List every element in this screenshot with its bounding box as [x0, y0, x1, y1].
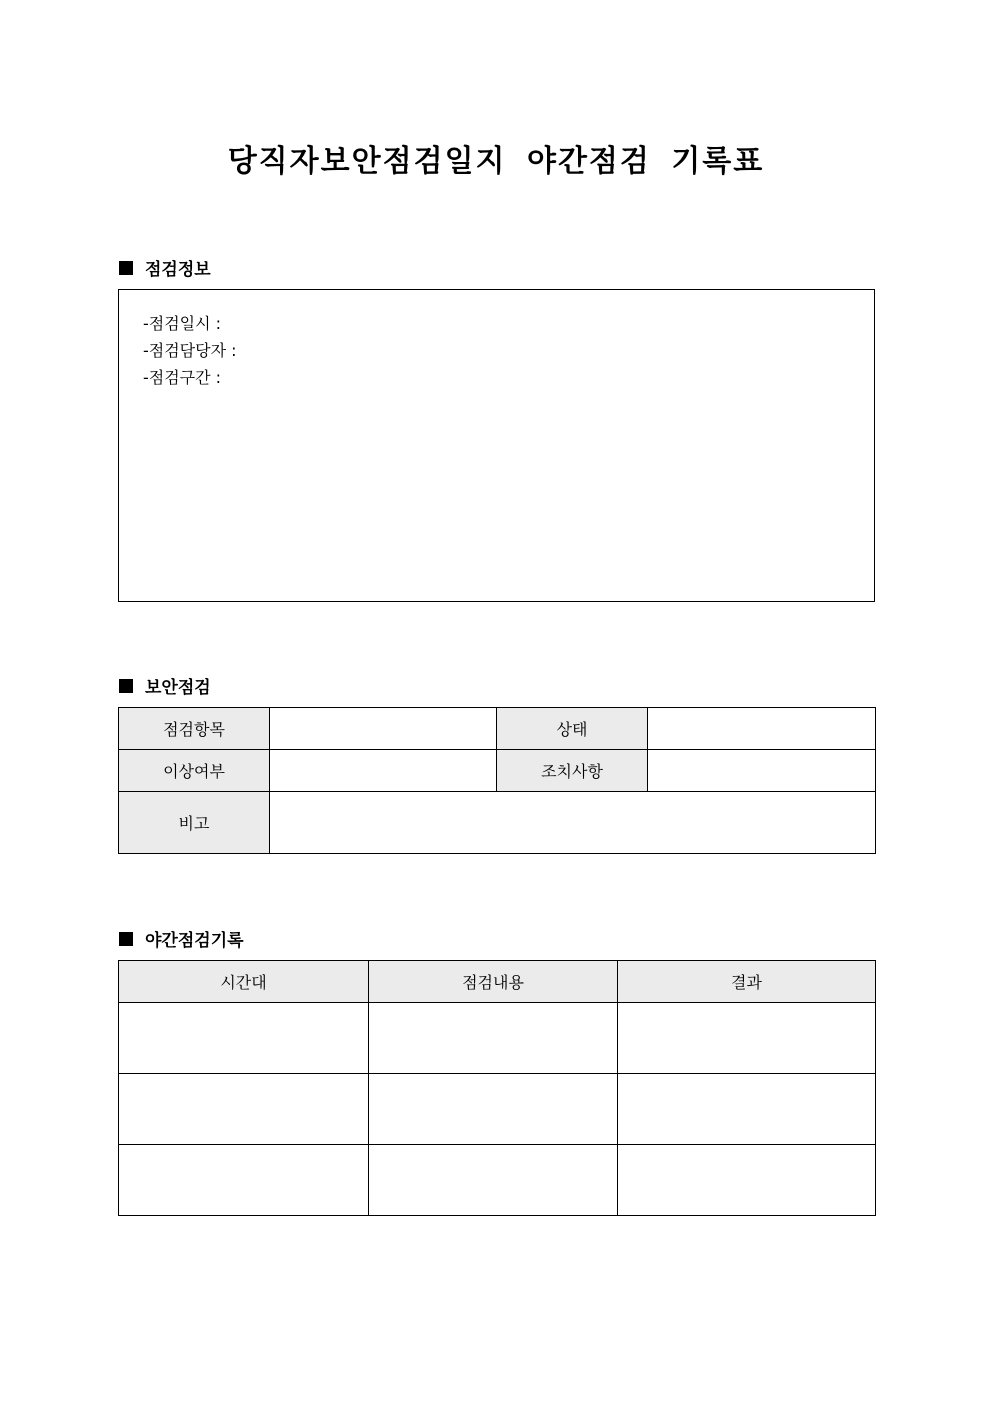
cell-time[interactable] — [119, 1145, 369, 1216]
section-heading-label: 보안점검 — [145, 678, 211, 698]
square-bullet-icon — [119, 932, 133, 946]
cell-time[interactable] — [119, 1003, 369, 1074]
cell-result[interactable] — [618, 1003, 876, 1074]
table-row — [119, 708, 876, 750]
cell-content[interactable] — [369, 1145, 618, 1216]
section-heading-label: 점검정보 — [145, 260, 211, 280]
label-status: 상태 — [497, 708, 648, 750]
label-note: 비고 — [119, 792, 270, 854]
table-row — [119, 1145, 876, 1216]
table-row — [119, 1074, 876, 1145]
value-abnormal[interactable] — [270, 750, 497, 792]
section-heading-info — [119, 255, 211, 280]
page-title: 당직자보안점검일지 야간점검 기록표 — [227, 144, 765, 179]
info-line-datetime: -점검일시 : — [143, 314, 222, 333]
label-item: 점검항목 — [119, 708, 270, 750]
value-action[interactable] — [648, 750, 876, 792]
column-header-content: 점검내용 — [369, 961, 618, 1003]
section-heading-label: 야간점검기록 — [145, 931, 244, 951]
label-action: 조치사항 — [497, 750, 648, 792]
value-note[interactable] — [270, 792, 876, 854]
info-box[interactable] — [118, 289, 875, 602]
section-heading-security — [119, 673, 211, 698]
square-bullet-icon — [119, 261, 133, 275]
security-table — [118, 707, 876, 854]
info-line-inspector: -점검담당자 : — [143, 341, 237, 360]
value-item[interactable] — [270, 708, 497, 750]
cell-time[interactable] — [119, 1074, 369, 1145]
info-line-zone: -점검구간 : — [143, 368, 222, 387]
cell-result[interactable] — [618, 1074, 876, 1145]
cell-content[interactable] — [369, 1074, 618, 1145]
section-heading-log — [119, 926, 244, 951]
cell-content[interactable] — [369, 1003, 618, 1074]
cell-result[interactable] — [618, 1145, 876, 1216]
label-abnormal: 이상여부 — [119, 750, 270, 792]
table-row — [119, 792, 876, 854]
value-status[interactable] — [648, 708, 876, 750]
table-header-row — [119, 961, 876, 1003]
column-header-result: 결과 — [618, 961, 876, 1003]
square-bullet-icon — [119, 679, 133, 693]
table-row — [119, 1003, 876, 1074]
log-table — [118, 960, 876, 1216]
column-header-time: 시간대 — [119, 961, 369, 1003]
table-row — [119, 750, 876, 792]
